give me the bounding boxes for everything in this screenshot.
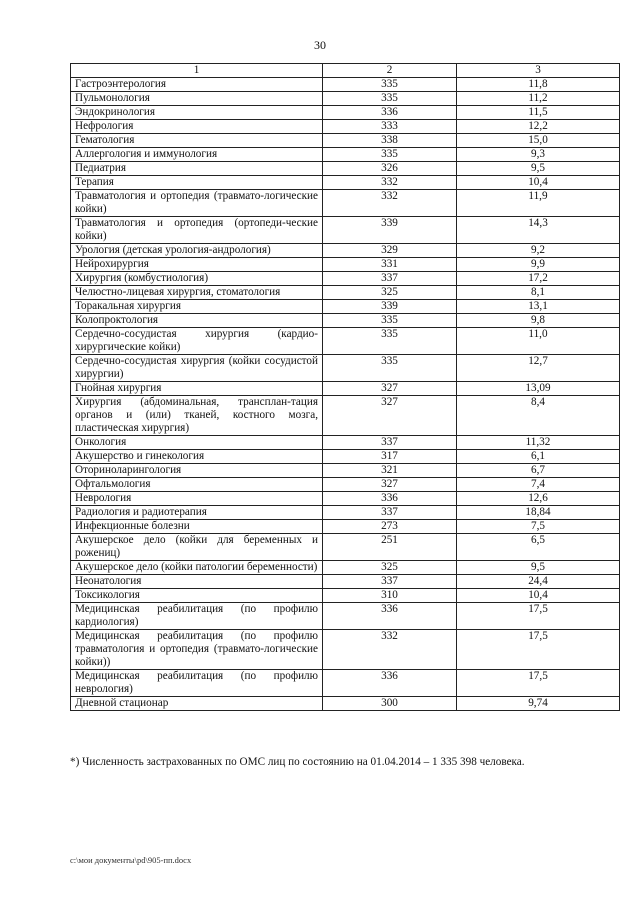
profile-cell: Нейрохирургия (71, 258, 323, 272)
value-cell: 18,84 (457, 506, 620, 520)
value-cell: 9,2 (457, 244, 620, 258)
value-cell: 6,5 (457, 534, 620, 561)
profile-cell: Гнойная хирургия (71, 382, 323, 396)
value-cell: 337 (323, 506, 457, 520)
profile-cell: Нефрология (71, 120, 323, 134)
table-row (71, 575, 620, 589)
profile-cell: Урология (детская урология-андрология) (71, 244, 323, 258)
table-row (71, 382, 620, 396)
value-cell: 6,1 (457, 450, 620, 464)
footnote: *) Численность застрахованных по ОМС лиц по состоянию на 01.04.2014 – 1 335 398 человека. (70, 756, 525, 768)
profile-cell: Акушерство и гинекология (71, 450, 323, 464)
profile-cell: Гематология (71, 134, 323, 148)
value-cell: 336 (323, 492, 457, 506)
value-cell: 337 (323, 575, 457, 589)
value-cell: 11,8 (457, 78, 620, 92)
table-row (71, 244, 620, 258)
value-cell: 9,8 (457, 314, 620, 328)
profile-cell: Неонатология (71, 575, 323, 589)
value-cell: 9,74 (457, 697, 620, 711)
table-row (71, 396, 620, 436)
column-header: 3 (457, 64, 620, 78)
value-cell: 336 (323, 603, 457, 630)
profile-cell: Колопроктология (71, 314, 323, 328)
value-cell: 332 (323, 630, 457, 670)
value-cell: 335 (323, 148, 457, 162)
table-row (71, 92, 620, 106)
value-cell: 321 (323, 464, 457, 478)
value-cell: 327 (323, 396, 457, 436)
value-cell: 9,3 (457, 148, 620, 162)
profile-cell: Педиатрия (71, 162, 323, 176)
table-row (71, 106, 620, 120)
profile-cell: Травматология и ортопедия (травмато-логические койки) (71, 190, 323, 217)
file-path: c:\мои документы\pd\905-пп.docx (70, 855, 192, 865)
table-row (71, 670, 620, 697)
value-cell: 7,4 (457, 478, 620, 492)
table-row (71, 78, 620, 92)
value-cell: 11,2 (457, 92, 620, 106)
value-cell: 17,5 (457, 670, 620, 697)
profile-cell: Медицинская реабилитация (по профилю травматология и ортопедия (травмато-логические койки)) (71, 630, 323, 670)
value-cell: 13,09 (457, 382, 620, 396)
table-row (71, 492, 620, 506)
column-header: 1 (71, 64, 323, 78)
profile-cell: Инфекционные болезни (71, 520, 323, 534)
value-cell: 8,4 (457, 396, 620, 436)
table-row (71, 272, 620, 286)
table-header-row (71, 64, 620, 78)
profile-cell: Радиология и радиотерапия (71, 506, 323, 520)
table-row (71, 355, 620, 382)
profile-cell: Челюстно-лицевая хирургия, стоматология (71, 286, 323, 300)
profile-cell: Онкология (71, 436, 323, 450)
value-cell: 336 (323, 106, 457, 120)
table-row (71, 300, 620, 314)
value-cell: 335 (323, 355, 457, 382)
table-row (71, 258, 620, 272)
value-cell: 12,6 (457, 492, 620, 506)
value-cell: 15,0 (457, 134, 620, 148)
value-cell: 339 (323, 217, 457, 244)
value-cell: 251 (323, 534, 457, 561)
value-cell: 9,5 (457, 561, 620, 575)
profile-cell: Торакальная хирургия (71, 300, 323, 314)
value-cell: 310 (323, 589, 457, 603)
profile-cell: Офтальмология (71, 478, 323, 492)
table-row (71, 589, 620, 603)
value-cell: 300 (323, 697, 457, 711)
value-cell: 325 (323, 561, 457, 575)
value-cell: 326 (323, 162, 457, 176)
value-cell: 329 (323, 244, 457, 258)
value-cell: 11,5 (457, 106, 620, 120)
value-cell: 337 (323, 272, 457, 286)
value-cell: 332 (323, 176, 457, 190)
table-row (71, 328, 620, 355)
value-cell: 11,9 (457, 190, 620, 217)
profile-cell: Токсикология (71, 589, 323, 603)
profile-cell: Пульмонология (71, 92, 323, 106)
table-row (71, 176, 620, 190)
value-cell: 338 (323, 134, 457, 148)
value-cell: 332 (323, 190, 457, 217)
profile-cell: Аллергология и иммунология (71, 148, 323, 162)
value-cell: 325 (323, 286, 457, 300)
value-cell: 12,7 (457, 355, 620, 382)
value-cell: 9,9 (457, 258, 620, 272)
value-cell: 11,0 (457, 328, 620, 355)
norms-table (70, 63, 620, 711)
value-cell: 333 (323, 120, 457, 134)
value-cell: 17,2 (457, 272, 620, 286)
value-cell: 10,4 (457, 176, 620, 190)
value-cell: 317 (323, 450, 457, 464)
profile-cell: Травматология и ортопедия (ортопеди-ческие койки) (71, 217, 323, 244)
profile-cell: Дневной стационар (71, 697, 323, 711)
table-row (71, 162, 620, 176)
value-cell: 327 (323, 478, 457, 492)
table-row (71, 520, 620, 534)
profile-cell: Оториноларингология (71, 464, 323, 478)
table-row (71, 120, 620, 134)
table-row (71, 506, 620, 520)
profile-cell: Акушерское дело (койки для беременных и рожениц) (71, 534, 323, 561)
table-row (71, 450, 620, 464)
value-cell: 13,1 (457, 300, 620, 314)
value-cell: 17,5 (457, 630, 620, 670)
profile-cell: Медицинская реабилитация (по профилю неврология) (71, 670, 323, 697)
page-number: 30 (314, 38, 326, 52)
table-row (71, 697, 620, 711)
table-row (71, 217, 620, 244)
profile-cell: Медицинская реабилитация (по профилю кардиология) (71, 603, 323, 630)
profile-cell: Гастроэнтерология (71, 78, 323, 92)
value-cell: 337 (323, 436, 457, 450)
profile-cell: Хирургия (абдоминальная, трансплан-тация органов и (или) тканей, костного мозга, пластическая хирургия) (71, 396, 323, 436)
value-cell: 8,1 (457, 286, 620, 300)
profile-cell: Акушерское дело (койки патологии беременности) (71, 561, 323, 575)
table-row (71, 134, 620, 148)
value-cell: 335 (323, 328, 457, 355)
value-cell: 12,2 (457, 120, 620, 134)
table-row (71, 148, 620, 162)
table-row (71, 561, 620, 575)
value-cell: 14,3 (457, 217, 620, 244)
value-cell: 331 (323, 258, 457, 272)
value-cell: 335 (323, 78, 457, 92)
value-cell: 335 (323, 92, 457, 106)
value-cell: 10,4 (457, 589, 620, 603)
value-cell: 335 (323, 314, 457, 328)
profile-cell: Терапия (71, 176, 323, 190)
table-row (71, 603, 620, 630)
table-row (71, 314, 620, 328)
value-cell: 336 (323, 670, 457, 697)
table-row (71, 478, 620, 492)
table-row (71, 534, 620, 561)
table-row (71, 286, 620, 300)
value-cell: 339 (323, 300, 457, 314)
value-cell: 17,5 (457, 603, 620, 630)
value-cell: 273 (323, 520, 457, 534)
table-row (71, 464, 620, 478)
value-cell: 7,5 (457, 520, 620, 534)
table-row (71, 630, 620, 670)
column-header: 2 (323, 64, 457, 78)
value-cell: 9,5 (457, 162, 620, 176)
value-cell: 6,7 (457, 464, 620, 478)
table-row (71, 436, 620, 450)
profile-cell: Сердечно-сосудистая хирургия (кардио-хирургические койки) (71, 328, 323, 355)
table-row (71, 190, 620, 217)
profile-cell: Неврология (71, 492, 323, 506)
profile-cell: Эндокринология (71, 106, 323, 120)
profile-cell: Хирургия (комбустиология) (71, 272, 323, 286)
value-cell: 11,32 (457, 436, 620, 450)
value-cell: 327 (323, 382, 457, 396)
value-cell: 24,4 (457, 575, 620, 589)
profile-cell: Сердечно-сосудистая хирургия (койки сосудистой хирургии) (71, 355, 323, 382)
